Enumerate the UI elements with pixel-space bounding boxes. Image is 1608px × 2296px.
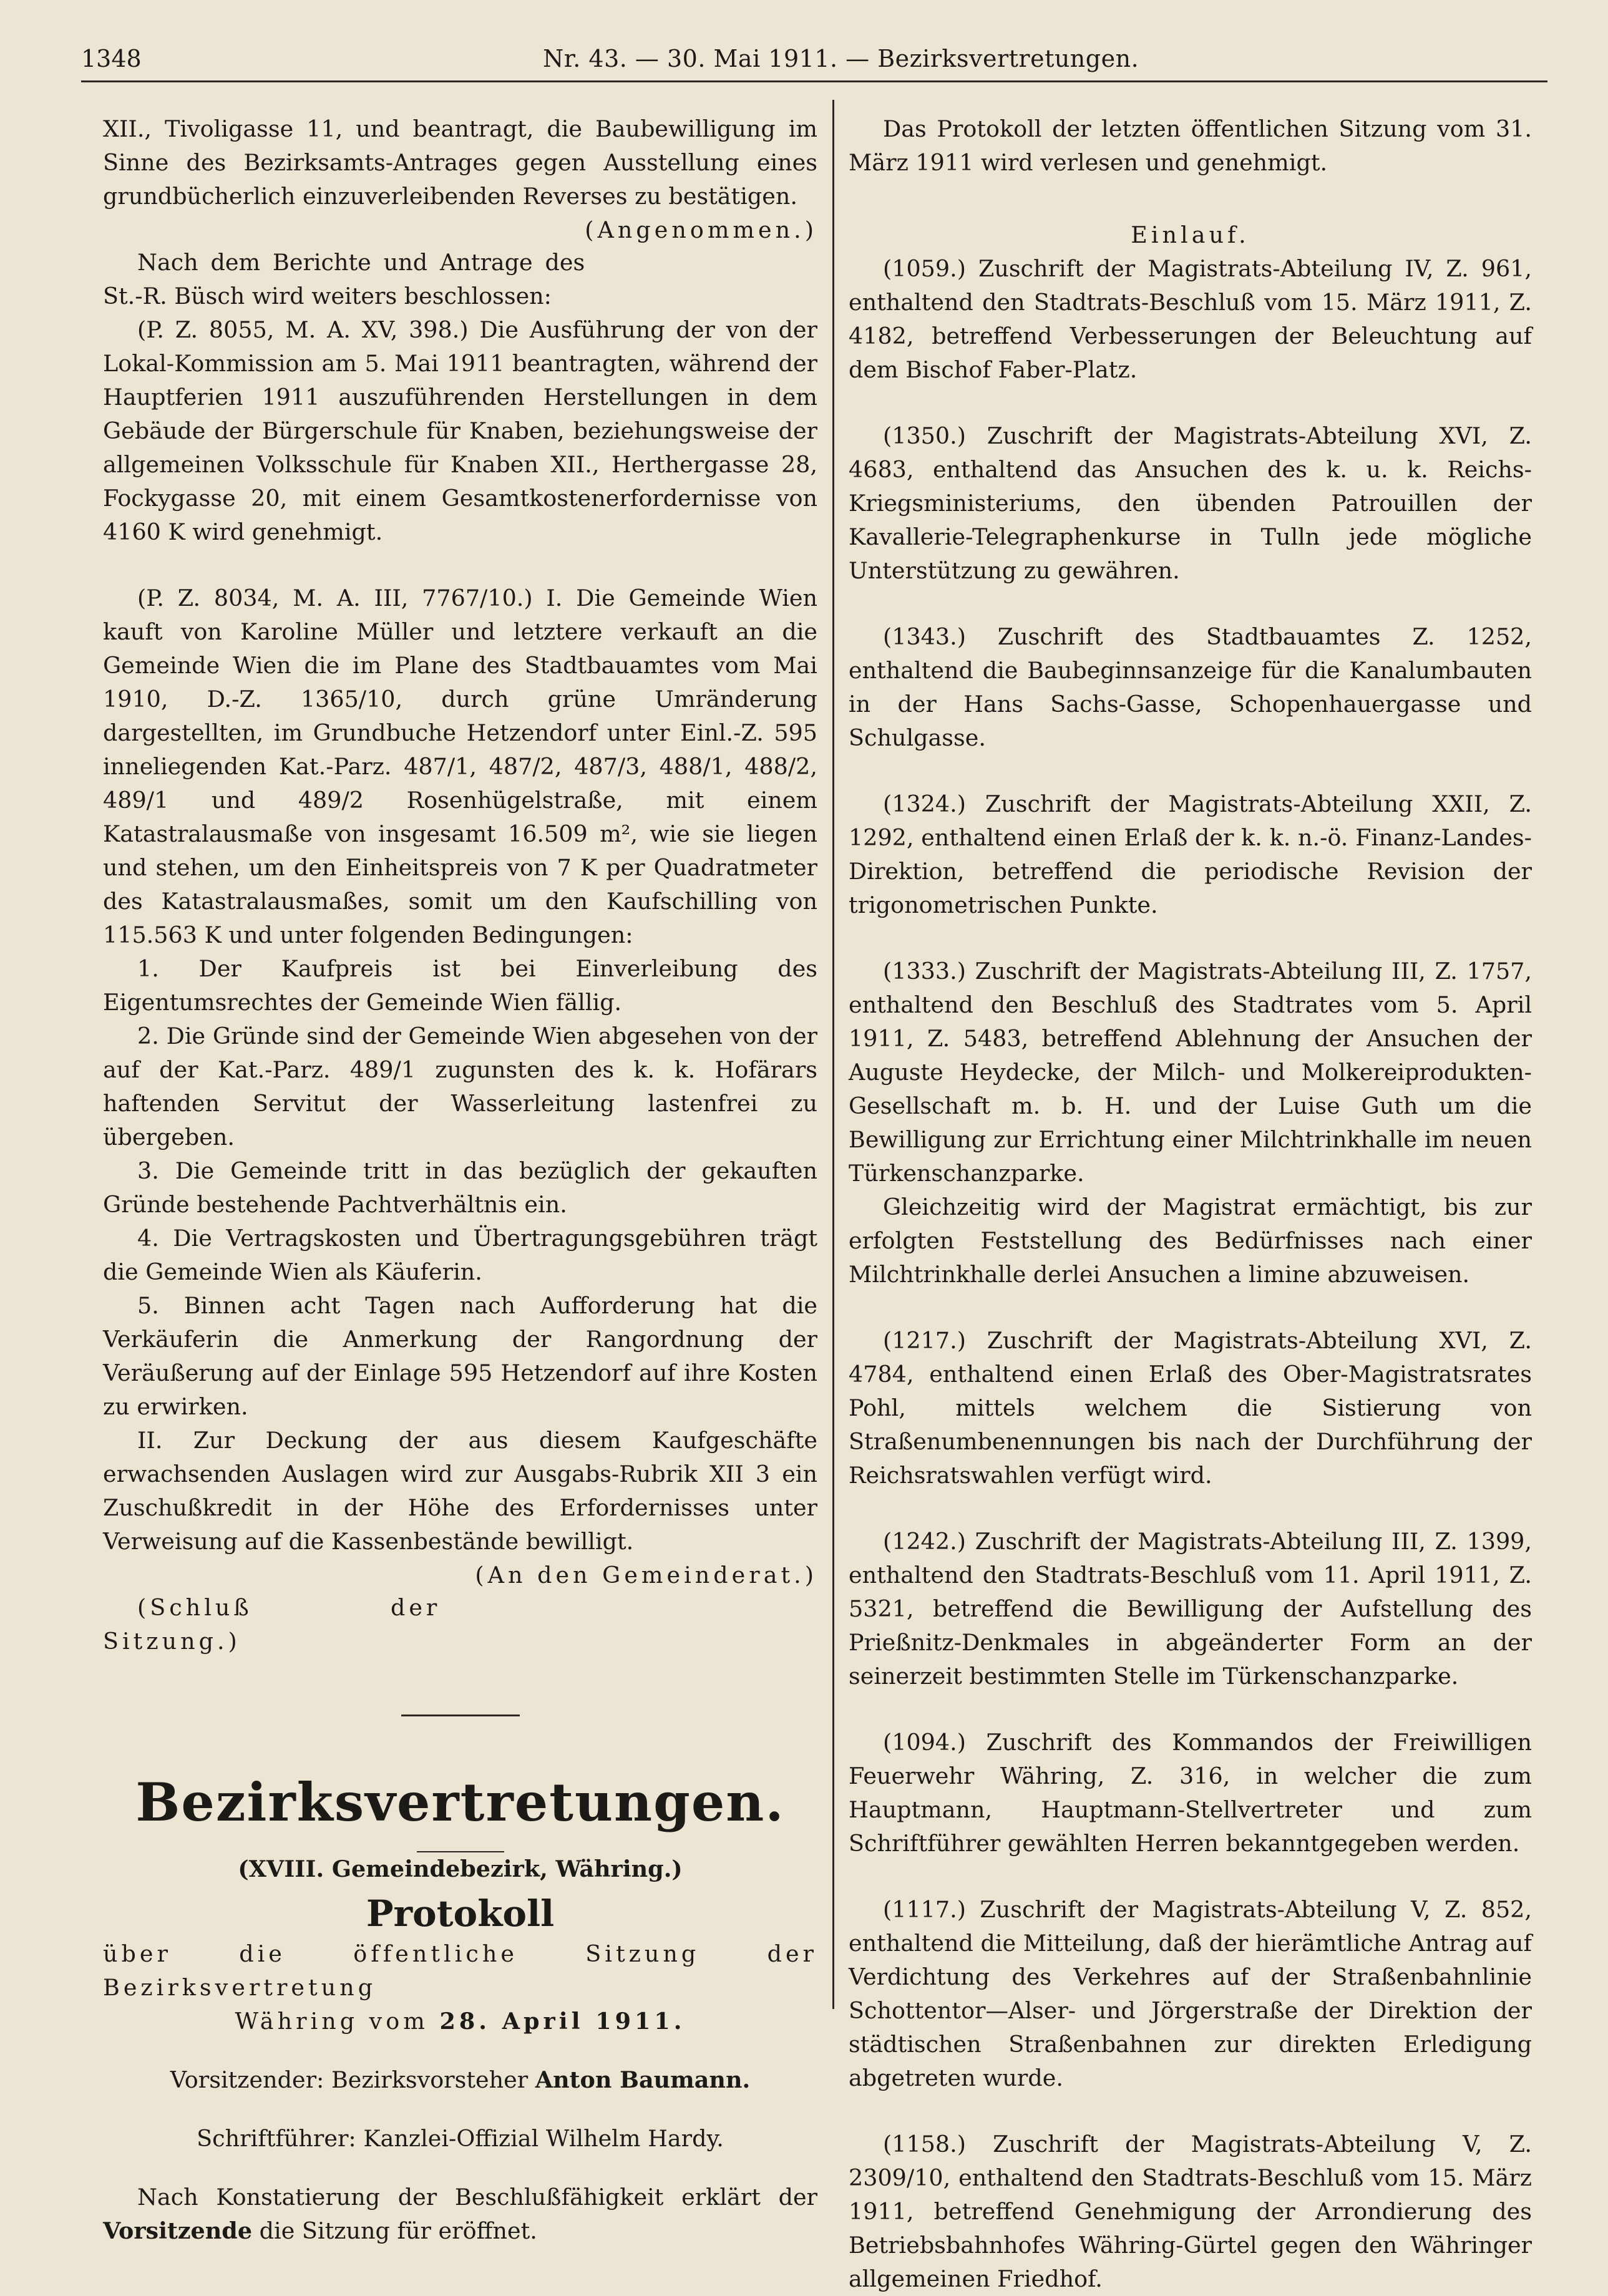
chairman-name: Anton Baumann. xyxy=(535,2066,751,2093)
chairman-line xyxy=(103,2063,817,2097)
resolution-note: (Angenommen.) xyxy=(585,216,817,243)
session-end: (Schluß der Sitzung.) xyxy=(103,1594,441,1655)
entry-1324: (1324.) Zuschrift der Magistrats-Abteilung XXII, Z. 1292, enthaltend einen Erlaß der k. k. n.-ö. Finanz-Landes-Direktion, betreffend die periodische Revision der trigonometrischen Punkte. xyxy=(849,790,1532,918)
section-separator xyxy=(401,1715,520,1716)
entry-1158: (1158.) Zuschrift der Magistrats-Abteilung V, Z. 2309/10, enthaltend den Stadtrats-Beschluß vom 15. März 1911, betreffend Genehmigung der Arrondierung des Betriebsbahnhofes Währing-Gürtel gegen den Währinger allgemeinen Friedhof. xyxy=(849,2131,1532,2292)
paragraph-reverse xyxy=(103,112,817,243)
opening-tail: die Sitzung für eröffnet. xyxy=(259,2217,537,2244)
district-subtitle: (XVIII. Gemeindebezirk, Währing.) xyxy=(238,1856,683,1882)
entry-1333-addendum: Gleichzeitig wird der Magistrat ermächtigt, bis zur erfolgten Feststellung des Bedürfnisses nach einer Milchtrinkhalle derlei Ansuchen a limine abzuweisen. xyxy=(849,1194,1532,1288)
entry-1350: (1350.) Zuschrift der Magistrats-Abteilung XVI, Z. 4683, enthaltend das Ansuchen des k. u. k. Reichs-Kriegsministeriums, den übenden Patrouillen der Kavallerie-Telegraphenkurse in Tulln jede mögliche Unterstützung zu gewähren. xyxy=(849,422,1532,584)
entry-1343: (1343.) Zuschrift des Stadtbauamtes Z. 1252, enthaltend die Baubeginnsanzeige für die Kanalumbauten in der Hans Sachs-Gasse, Schopenhauergasse und Schulgasse. xyxy=(849,623,1532,751)
entry-1242: (1242.) Zuschrift der Magistrats-Abteilung III, Z. 1399, enthaltend den Stadtrats-Beschluß vom 11. April 1911, Z. 5321, betreffend die Bewilligung der Aufstellung des Prießnitz-Denkmales in abgeänderter Form an der seinerzeit bestimmten Stelle im Türkenschanzparke. xyxy=(849,1528,1532,1690)
page-header xyxy=(81,39,1547,82)
condition-5: 5. Binnen acht Tagen nach Aufforderung hat die Verkäuferin die Anmerkung der Rangordnung der Veräußerung auf der Einlage 595 Hetzendorf auf ihre Kosten zu erwirken. xyxy=(103,1292,817,1420)
opening-text: Nach Konstatierung der Beschlußfähigkeit erklärt der xyxy=(137,2184,817,2211)
chairman-word: Vorsitzende xyxy=(103,2217,253,2244)
session-date-line xyxy=(103,2005,817,2038)
entry-1217: (1217.) Zuschrift der Magistrats-Abteilung XVI, Z. 4784, enthaltend einen Erlaß des Ober-Magistratsrates Pohl, mittels welchem die Sistierung von Straßenumbenennungen bis nach der Durchführung der Reichsratswahlen verfügt wird. xyxy=(849,1327,1532,1489)
einlauf-heading: Einlauf. xyxy=(1131,221,1250,248)
paragraph-land-purchase: (P. Z. 8034, M. A. III, 7767/10.) I. Die Gemeinde Wien kauft von Karoline Müller und letztere verkauft an die Gemeinde Wien die im Plane des Stadtbauamtes vom Mai 1910, D.-Z. 1365/10, durch grüne Umränderung dargestellten, im Grundbuche Hetzendorf unter Einl.-Z. 595 inneliegenden Kat.-Parz. 487/1, 487/2, 487/3, 488/1, 488/2, 489/1 und 489/2 Rosenhügelstraße, mit einem Katastralausmaße von insgesamt 16.509 m², wie sie liegen und stehen, um den Einheitspreis von 7 K per Quadratmeter des Katastralausmaßes, somit um den Kaufschilling von 115.563 K und unter folgenden Bedingungen: xyxy=(103,585,817,948)
paragraph-text: XII., Tivoligasse 11, und beantragt, die Baubewilligung im Sinne des Bezirksamts-Antrages gegen Ausstellung eines grundbücherlich einzuverleibenden Reverses zu bestätigen. xyxy=(103,115,817,210)
chairman-label: Vorsitzender: Bezirksvorsteher xyxy=(170,2066,529,2093)
column-divider xyxy=(832,100,834,2009)
condition-1: 1. Der Kaufpreis ist bei Einverleibung des Eigentumsrechtes der Gemeinde Wien fällig. xyxy=(103,955,817,1016)
entry-1117: (1117.) Zuschrift der Magistrats-Abteilung V, Z. 852, enthaltend die Mitteilung, daß der hierämtliche Antrag auf Verdichtung des Verkehres auf der Straßenbahnlinie Schottentor—Alser- und Jörgerstraße der Direktion der städtischen Straßenbahnen zur direkten Erledigung abgetreten wurde. xyxy=(849,1896,1532,2091)
paragraph-school-works: (P. Z. 8055, M. A. XV, 398.) Die Ausführung der von der Lokal-Kommission am 5. Mai 1911 beantragten, während der Hauptferien 1911 auszuführenden Herstellungen in dem Gebäude der Bürgerschule für Knaben, beziehungsweise der allgemeinen Volksschule für Knaben XII., Herthergasse 28, Fockygasse 20, mit einem Gesamtkostenerfordernisse von 4160 K wird genehmigt. xyxy=(103,316,817,545)
paragraph-credit xyxy=(103,1424,817,1588)
right-column xyxy=(849,112,1532,2296)
condition-2: 2. Die Gründe sind der Gemeinde Wien abgesehen von der auf der Kat.-Parz. 489/1 zugunsten des k. k. Hofärars haftenden Servitut der Wasserleitung lastenfrei zu übergeben. xyxy=(103,1023,817,1150)
date-prefix: Währing vom xyxy=(235,2008,429,2035)
page-number: 1348 xyxy=(81,45,142,72)
opening-paragraph xyxy=(103,2181,817,2248)
entry-1059: (1059.) Zuschrift der Magistrats-Abteilung IV, Z. 961, enthaltend den Stadtrats-Beschluß vom 15. März 1911, Z. 4182, betreffend Verbesserungen der Beleuchtung auf dem Bischof Faber-Platz. xyxy=(849,255,1532,383)
header-rule xyxy=(81,80,1547,82)
minutes-approval: Das Protokoll der letzten öffentlichen Sitzung vom 31. März 1911 wird verlesen und genehmigt. xyxy=(849,115,1532,176)
entry-1094: (1094.) Zuschrift des Kommandos der Freiwilligen Feuerwehr Währing, Z. 316, in welcher die zum Hauptmann, Hauptmann-Stellvertreter und zum Schriftführer gewählten Herren bekanntgegeben werden. xyxy=(849,1729,1532,1857)
paragraph-report: Nach dem Berichte und Antrage des St.-R. Büsch wird weiters beschlossen: xyxy=(103,249,585,309)
protokoll-subheading: über die öffentliche Sitzung der Bezirksvertretung xyxy=(103,1940,817,2001)
entry-1333: (1333.) Zuschrift der Magistrats-Abteilung III, Z. 1757, enthaltend den Beschluß des Stadtrates vom 5. April 1911, Z. 5483, betreffend Ablehnung der Ansuchen der Auguste Heydecke, der Milch- und Molkereiprodukten-Gesellschaft m. b. H. und der Luise Guth um die Bewilligung zur Errichtung einer Milchtrinkhalle im neuen Türkenschanzparke. xyxy=(849,958,1532,1187)
condition-3: 3. Die Gemeinde tritt in das bezüglich der gekauften Gründe bestehende Pachtverhältnis ein. xyxy=(103,1157,817,1218)
running-title: Nr. 43. — 30. Mai 1911. — Bezirksvertretungen. xyxy=(543,45,1139,72)
session-date: 28. April 1911. xyxy=(439,2008,686,2035)
condition-4: 4. Die Vertragskosten und Übertragungsgebühren trägt die Gemeinde Wien als Käuferin. xyxy=(103,1225,817,1285)
protokoll-heading: Protokoll xyxy=(366,1892,555,1935)
section-title: Bezirksvertretungen. xyxy=(135,1771,785,1833)
left-column xyxy=(103,112,817,2248)
resolution-note: (An den Gemeinderat.) xyxy=(475,1562,817,1588)
secretary-line: Schriftführer: Kanzlei-Offizial Wilhelm Hardy. xyxy=(197,2125,724,2152)
paragraph-text: II. Zur Deckung der aus diesem Kaufgeschäfte erwachsenden Auslagen wird zur Ausgabs-Rubrik XII 3 ein Zuschußkredit in der Höhe des Erfordernisses unter Verweisung auf die Kassenbestände bewilligt. xyxy=(103,1427,817,1555)
